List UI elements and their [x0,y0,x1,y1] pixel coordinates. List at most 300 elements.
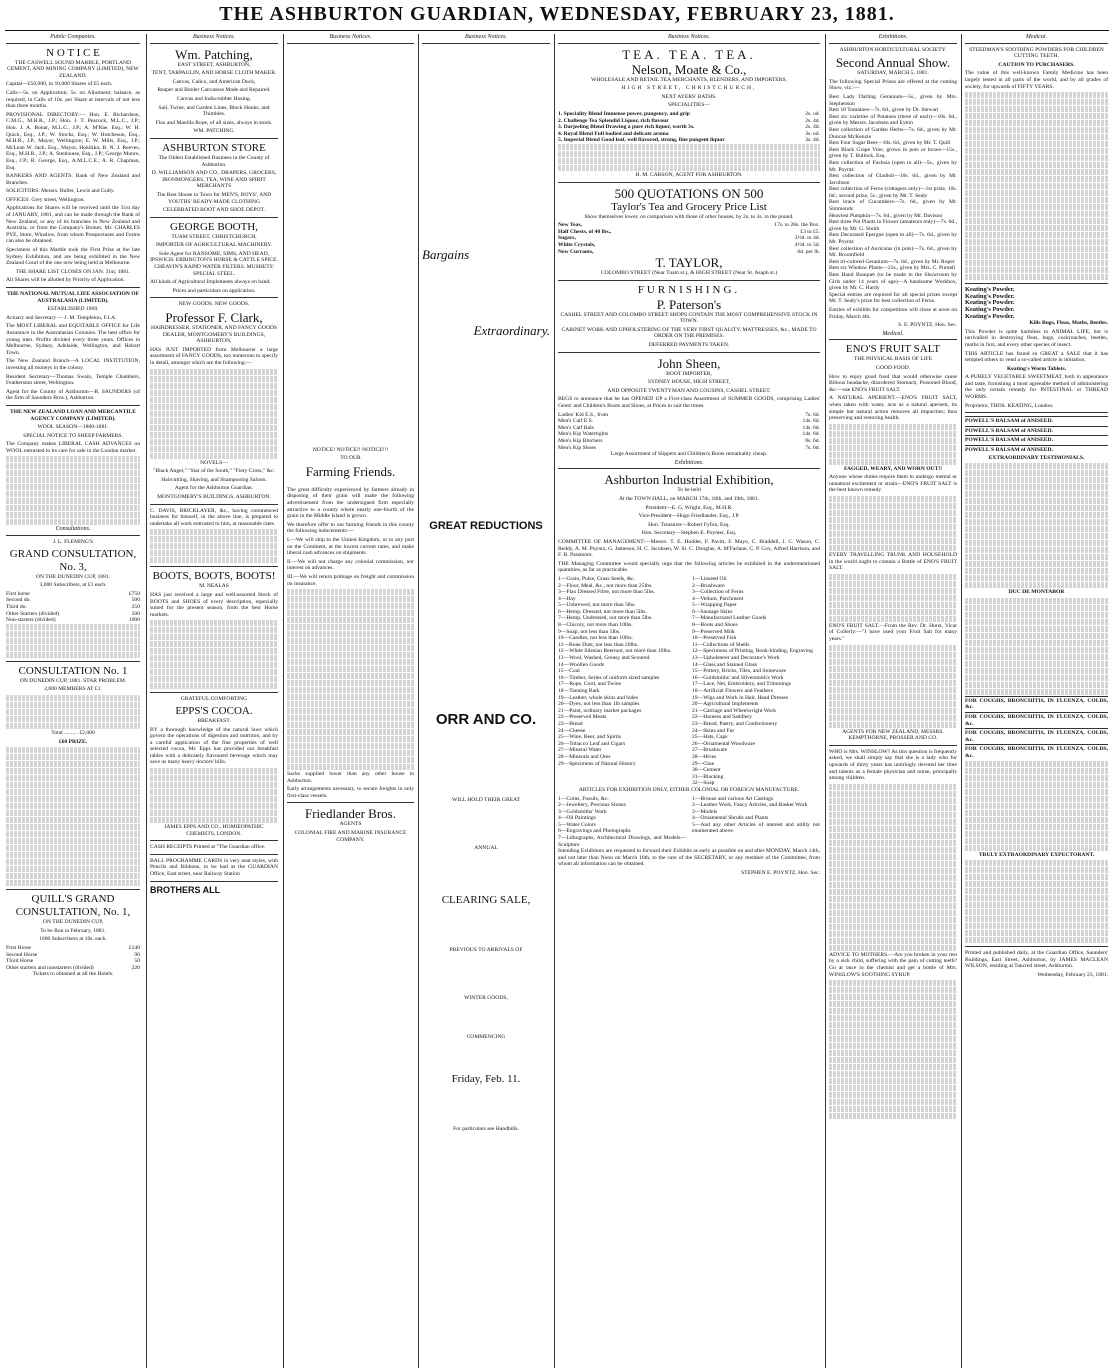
tea-row-value: 3s. od. [805,130,820,137]
body-text-block [965,598,1108,695]
nelson-sub: WHOLESALE AND RETAIL TEA MERCHANTS, BLENDERS, AND IMPORTERS, [591,76,787,83]
keating-body: This Powder is quite harmless to ANIMAL LIFE, but is unrivalled in destroying fleas, bugs, cockroaches, beetles, moths in furs, and every other species of insect. [965,328,1108,348]
class-item: 12—Specimens of Printing, Book-binding, Engraving [692,648,813,655]
president: President—E. G. Wright, Esq., M.H.R. [645,504,733,511]
sheen-row-value: 14s. 6d. [802,424,820,431]
class-item: 19—Leather, whole skins and hides [558,694,639,701]
column-rule [554,34,555,1368]
grocery-row-label: New Teas, [558,222,582,229]
class-item: 8—Boots and Shoes [692,622,738,629]
to-our: TO OUR [340,455,361,462]
column-medical [965,34,1108,1368]
sheen-price-list [558,412,820,452]
taylor-name: T. TAYLOR, [655,255,723,271]
class-item: 1—Linseed Oil [692,575,727,582]
class-item: 21—Carriage and Wheelwright Work [692,707,777,714]
booth-list: All kinds of Agricultural Implements always on hand. [150,279,271,286]
quill-footer: Tickets to obtained at all the Hotels. [32,971,114,978]
nealas-name: M. NEALAS [199,583,229,590]
taylor-title: Taylor's Tea and Grocery Price List [611,200,767,213]
body-text-block [150,768,278,823]
tea-row [558,118,820,125]
class-item: 22—Preserved Meats [558,714,607,721]
mutual-title: THE NATIONAL MUTUAL LIFE ASSOCIATION OF AUSTRALASIA (LIMITED). [6,291,140,304]
patching-name: Wm. Patching, [175,46,253,62]
quill-prize-row-label: Second Horse [6,951,38,958]
special-prize: Best collection of Gladioli—10s. 6d., given by Mr. Jacobson [829,173,957,186]
body-text-block [150,529,278,563]
grand-consultation: GRAND CONSULTATION, No. 3, [9,547,137,573]
applications-text: Applications for Shares will be received until the 31st day of JANUARY, 1881, and can be made through the Bank of New Zealand, or any of its branches in New Zealand and Australia, or from the Company's Broker, Mr. CHARLES PYE, Store, Winslow, from whom Prospectuses and Forms can also be obtained. [6,205,140,245]
bankers-text: BANKERS AND AGENTS: Bank of New Zealand and Branches. [6,173,140,186]
calls-text: Calls—5s. on Application; 5s. on Allotment; balance, as required, in Calls of 10s. per Share at intervals of not less than three months. [6,89,140,110]
commencing-label: COMMENCING [466,1033,506,1040]
special-prize: Best collection of Garden Herbs—7s. 6d., given by Mr. Duncan McKenzie [829,126,957,140]
special-prize: Best Lady Darling Geranium—5s., given by Mrs. Stephenson [829,93,957,107]
class-item: 32—Soap [692,780,715,787]
specialities-label: SPECIALITIES— [668,102,710,109]
agents-label: AGENTS [339,821,362,828]
class-item: 20—Agricultural Implements [692,701,759,708]
class-item: 4—Vellum, Parchment [692,595,744,602]
powell-list [965,416,1108,454]
printed-date: Wednesday, February 23, 1881. [1037,971,1108,978]
sheen-row-label: Ladies' Kid E.S., from [558,411,609,418]
sheen-body: BEGS to announce that he has OPENED UP a First-class Assortment of SUMMER GOODS, comprising Ladies' Gents' and Children's Boots and Shoes, at Prices to suit the times. [558,396,820,410]
clearing-sale: CLEARING SALE, [441,893,531,906]
kills-text: Kills Bugs, Fleas, Moths, Beetles. [1029,320,1108,327]
prize-row-value: 250 [131,604,140,611]
capital-text: Capital—£50,000, in 10,000 Shares of £5 each. [6,81,113,88]
furnishing-heading: FURNISHING. [637,283,741,296]
eno-body: How to enjoy good food that would otherwise cause Bilious headache, disordered Stomach, Poisoned Blood, &c.—use ENO'S FRUIT SALT. [829,373,957,393]
body-text-block [965,463,1108,588]
farming-friends: Farming Friends. [305,463,396,479]
farming-body-1: The great difficulty experienced by farmers already in disposing of their grain will make the following advertisement from the undersigned firm especially attractive to a county where nearly one-fourth of the grain in the Middle Island is grown. [287,486,414,520]
body-text-block [829,784,957,951]
clark-name: Professor F. Clark, [165,310,263,326]
intending-text: Intending Exhibitors are requested to forward their Exhibits as early as possible on and after MONDAY, March 14th, and not later than Noon on March 16th, to the care of the SECRETARY, or any member of the Committee, from whom all information can be obtained. [558,848,820,868]
quill-subs: 1000 Subscribers at 10s. each. [39,936,107,943]
powell-line: POWELL'S BALSAM of ANISEED. [965,445,1108,455]
sheen-row-value: 14s. 6d. [802,431,820,438]
caution-heading: CAUTION TO PURCHASERS. [998,61,1075,68]
column-rule [418,34,419,1368]
body-text-block [6,747,140,886]
class-item: 29—Glue [692,760,715,767]
class-item: 21—Paint, ordinary market packages [558,707,642,714]
share-list-text: THE SHARE LIST CLOSES ON JAN. 31st, 1881. [15,268,131,275]
class-item: 15—Pottery, Bricks, Tiles, and Stoneware [692,668,786,675]
farming-i: I.—We will ship to the United Kingdom, or to any port on the Continent, at the lowest current rates, and make liberal cash advances on shipments. [287,536,414,557]
class-item: 11—Bone Dust, not less than 20lbs. [558,641,639,648]
prize-row-label: Second do. [6,597,31,604]
class-item: 8—Chicory, not more than 10lbs. [558,622,633,629]
class-item: 22—Harness and Saddlery [692,714,752,721]
medical-header: Medical. [829,331,957,341]
printed-notice: Printed and published daily, at the Guardian Office, Saunders' Buildings, East Street, Ashburton, by JAMES MACLEAN WILSON, residing at Tancred street, Ashburton. [965,950,1108,970]
tent-maker: TENT, TARPAULIN, AND HORSE CLOTH MAKER. [151,70,277,77]
nz-agents: AGENTS FOR NEW ZEALAND, MESSRS. KEMPTHORNE, PROSSER AND CO. [842,728,944,742]
tea-row-value: 3s. 4d. [805,137,820,144]
coughs-line: FOR COUGHS, BRONCHITIS, IN FLUENZA, COLDS, &c. [965,730,1108,743]
eno-sub: THE PHYSICAL BASIS OF LIFE [853,356,933,363]
notice-line: NOTICE! NOTICE!! NOTICE!!! [312,446,389,453]
keating-line: Keating's Powder. [965,312,1015,320]
sheen-row-value: 8s. 6d. [805,438,820,444]
clark-body: HAS JUST IMPORTED from Melbourne a large assortment of FANCY GOODS, too numerous to specify in detail, amongst which are the following:— [150,346,278,366]
prizes-intro: The following Special Prizes are offered at the coming Show, viz.:— [829,78,957,92]
class-item: 31—Blacking [692,773,724,780]
keating-list [965,287,1108,320]
grocery-row-value: 4½d. to 5d. [794,241,820,248]
body-text-block [965,92,1108,280]
body-text-block [829,574,957,622]
sheen-row-value: 7s. 6d. [805,444,820,451]
class-item: 13—Upholsterer and Decorator's Work [692,655,780,662]
body-text-block [829,424,957,465]
grocery-price-list [558,222,820,255]
class-item: 12—White Silesian Beetroot, not more than 10lbs. [558,648,672,655]
class-lists [558,576,820,787]
epps-signature: JAMES EPPS AND CO., HOMŒOPATHIC CHEMISTS, LONDON. [164,824,264,837]
body-text-block [287,589,414,770]
quill-prize-row-label: Other starters and nonstarters (divided) [6,964,94,971]
store-heading: ASHBURTON STORE [162,141,266,154]
star-members: 2,000 MEMBERS AT £1. [44,686,102,693]
fleming-name: J. L. FLEMING'S [52,539,94,546]
novels-list: "Black Angel," "Star of the South," "Fiery Cross," &c. [153,468,275,475]
prize-row-value: 1000 [128,617,140,624]
class-item: 9—Soap, not less than 5lbs. [558,628,621,635]
secretary: Hon. Secretary—Stephen E. Poynter, Esq. [641,530,737,537]
column-business-notices-4 [422,34,550,1368]
ball-cards: BALL PROGRAMME CARDS in very neat styles, with Pencils and Ribbons, to be had at the GUARDIAN Office, East street, near Railway Station [150,857,278,878]
art-item: 2—Leather Work, Fancy Articles, and Basket Work [692,802,808,809]
class-item: 24—Cheese [558,727,586,734]
special-entries: Special entries are required for all special prizes except Mr. T. Sealy's prize for best collection of Ferns. [829,291,957,305]
masthead-rule [5,30,1109,31]
high-street: HIGH STREET, CHRISTCHURCH, [621,85,757,92]
art-item: 3—Goldsmiths' Work [558,808,607,815]
keating-line: Keating's Powder. [965,299,1015,307]
mutual-secretary: Resident Secretary—Thomas Swain, Temple Chambers, Featherston street, Wellington. [6,373,140,387]
patching-address: EAST STREET, ASHBURTON, [177,61,251,68]
tea-row-label: 1. Speciality Blend Immense power, pungency, and grip [558,110,690,117]
art-list-right [692,796,820,849]
art-item: 7—Lithographs, Architectural Drawings, and Models—Sculpture [558,835,686,848]
actuary-text: Actuary and Secretary — J. M. Templeton, F.I.A. [6,314,117,321]
class-item: 16—Timber, Series of uniform sized samples [558,674,660,681]
agent-guardian: Agent for the Ashburton Guardian. [174,485,254,492]
class-item: 23—Bread [558,720,583,727]
sheen-row [558,438,820,445]
special-prize: Best 18 Tomatoes—7s. 6d., given by Dr. Stewart [829,107,939,114]
montgomery-buildings: MONTGOMERY'S BUILDINGS, ASHBURTON. [157,493,271,500]
boot-depot: CELEBRATED BOOT AND SHOE DEPOT. [163,207,265,214]
caution-body: The value of this well-known Family Medicine has been largely tested in all parts of the world, and by all grades of society, for upwards of FIFTY YEARS. [965,70,1108,90]
grocery-row [558,222,820,229]
booth-importer: IMPORTER OF AGRICULTURAL MACHINERY. [155,242,272,249]
committee-text: COMMITTEE OF MANAGEMENT:—Messrs. T. E. Hodder, F. Pavitt, F. Mayo, C. Braddell, J. C. Wason, C. Reddy, A. M. Poyntz, G. Jameson, H. C. Jacobsen, W. St. C. Douglas, A. M'Farlane, C. P. Cox, Alfred Harrison, and F. B. Passmore. [558,538,820,559]
tea-row-label: 2. Challenge Tea Splendid Liquor, rich flavour [558,117,669,124]
column-header: Exhibitions. [829,34,957,44]
column-rule [146,34,147,1368]
special-prize: Best Hand Bouquet (to be made in the Showroom by Girls under 14 years of age)—A handsome Workbox, given by Mr. C. Hardy [829,272,957,292]
patching-signature: WM. PATCHING. [193,128,235,135]
natural-aperient: A NATURAL APERIENT.—ENO'S FRUIT SALT, when taken with water, acts as a natural aperient, its simple but natural action removes all impurities; thus preserving and restoring health. [829,395,957,422]
sacks-text: Sacks supplied lower than any other house in Ashburton. [287,771,414,784]
sheen-address-2: AND OPPOSITE TWENTYMAN AND COUSINS, CASHEL STREET. [607,387,771,394]
held-label: To be held [677,487,701,494]
sheen-row [558,412,820,419]
column-header: Medical. [965,34,1108,44]
sheen-address: SYDNEY HOUSE, HIGH STREET, [647,379,731,386]
worm-tablets: Keating's Worm Tablets. [1006,365,1067,372]
mutual-body: The MOST LIBERAL and EQUITABLE OFFICE for Life Assurance in the Australasian Colonies. The best office for young men. Profits divided every three years. Offices in Melbourne, Sydney, Adelaide, Wellington, and Hobart Town. [6,323,140,356]
sheen-row-label: Men's Kip Shoes [558,444,596,451]
tea-row [558,131,820,138]
paterson-name: P. Paterson's [656,296,722,312]
keating-signature: Proprietor, THOS. KEATING, London. [965,402,1054,409]
body-text-block [965,860,1108,943]
prize-row [6,597,140,604]
managing-text: THE Managing Committee would specially urge that the following articles be exhibited in the undermentioned quantities, as far as practicable. [558,560,820,574]
winter-goods: WINTER GOODS, [464,995,508,1002]
grocery-row-label: White Crystals, [558,241,596,248]
class-item: 27—Brushware [692,747,728,754]
horti-title: ASHBURTON HORTICULTURAL SOCIETY. [839,46,947,53]
special-prize: Best three Pot Plants in Flower (amateurs only)—7s. 6d., given by Mr. G. Smith [829,219,957,232]
class-item: 14—Glass and Stained Glass [692,661,758,668]
grocery-row [558,235,820,242]
star-total: Total .......... £2,000 [51,730,95,736]
caswell-title: THE CASWELL SOUND MARBLE, PORTLAND CEMENT, AND MINING COMPANY (LIMITED), NEW ZEALAND. [7,59,139,79]
body-text-block [6,695,140,729]
class-item: 5—Unbrewed, not more than 5lbs. [558,602,636,609]
sheen-row [558,431,820,438]
class-item: 2—Flour, Meal, &c., not more than 25lbs. [558,582,653,589]
boots-heading: BOOTS, BOOTS, BOOTS! [152,570,276,583]
carson-agent: H. M. CARSON, AGENT FOR ASHBURTON. [635,171,743,178]
new-goods: NEW GOODS. NEW GOODS. [178,301,250,308]
body-text-block [558,144,820,171]
sheen-row-label: Men's Kip Watertights [558,431,609,438]
class-item: 29—Specimens of Natural History [558,760,636,767]
will-hold: WILL HOLD THEIR GREAT [452,796,520,803]
column-exhibitions [829,34,957,1368]
special-prize: Best six varieties of Potatoes (three of each)—10s. 6d., given by Messrs. Jacobsen and Eyton [829,113,957,127]
art-list-left [558,796,686,849]
haircut-text: Haircutting, Shaving, and Shampooing Saloon. [161,476,267,483]
eno-title: ENO'S FRUIT SALT [845,343,941,356]
class-item: 6—Sausage Skins [692,608,733,615]
grocery-row-label: New Currants, [558,248,594,255]
established-text: ESTABLISHED 1869. [47,306,99,313]
special-prize: Best collection of Auriculas (in pots)—7s. 6d., given by Mr. Broomfield [829,245,957,259]
mutual-branch: The New Zealand Branch—A LOCAL INSTITUTION, investing all moneys in the colony. [6,358,140,371]
grocery-row-label: Half Chests, of 40 lbs., [558,228,612,235]
offices-text: OFFICES: Grey street, Wellington. [6,196,85,203]
directory-text: PROVISIONAL DIRECTORY:— Hon. E. Richardson, C.M.G., M.H.R., J.P.; Hon. J. T. Peacock, M.L.C., J.P.; Hon. J. A. Bonar, M.L.C., J.P.; A. M'Rae, Esq.; W. H. Quick, Esq., J.P.; W. Stocks, Esq.; W. Hutcheson, Esq., M.H.R., J.P., Mayor, Wellington; E. W. Mills, Esq., J.P.; McLean W. Jack, Esq., Mayor, Hokitika; B. N. J. Reeves, Esq., M.H.R., J.P.; A. Stenhouse, Esq., J.P.; George Munro, Esq., J.P.; R. George, Esq., A.M.L.C.E.; A. R. Chapman, Esq. [6,111,140,171]
annual-label: ANNUAL [474,845,498,852]
art-title: ARTICLES FOR EXHIBITION ONLY, EITHER COLONIAL OR FOREIGN MANUFACTURE. [578,786,800,793]
keating-line: Keating's Powder. [965,305,1015,313]
class-item: 15—Coal [558,668,580,675]
store-sub: The Oldest Established Business in the County of Ashburton. [158,154,270,168]
class-item: 16—Goldsmiths' and Silversmith's Work [692,674,784,681]
next-baths: NEXT AYERS' BATHS. [661,93,717,100]
booth-prices: Prices and particulars on application. [172,287,256,294]
specimens-text: Specimens of this Marble took the First Prize at the late Sydney Exhibition, and are being exhibited in the New Zealand Court of the one now being held at Melbourne. [6,247,140,267]
class-item: 20—Dyes, not less than 1lb samples [558,701,640,708]
friday-date: Friday, Feb. 11. [451,1072,521,1085]
particulars-text: For particulars see Handbills. [453,1125,519,1132]
coughs-line: FOR COUGHS, BRONCHITIS, IN FLUENZA, COLDS, &c. [965,697,1108,711]
art-item: 5—And any other Articles of interest and utility not enumerated above. [692,821,820,835]
prize-row [6,617,140,624]
class-item: 23—Bread, Pastry, and Confectionery [692,720,778,727]
body-text-block [829,496,957,551]
quill-prize-row-value: 220 [131,964,140,971]
sheen-row [558,418,820,425]
special-prize: Best Decorated Epergne (open to all)—7s. 6d., given by Mr. Poyntz [829,232,957,246]
column-header: Business Notices. [287,34,414,44]
class-item: 2—Brushware [692,582,725,589]
good-food: GOOD FOOD. [875,364,911,371]
tea-row [558,111,820,118]
farming-ii: II.—We will not charge any colonial commission, nor interest on advances. [287,558,414,572]
sheen-row-label: Men's Calf E.S. [558,418,594,425]
treasurer: Hon. Treasurer—Robert Fyfon, Esq. [648,521,730,528]
class-item: 10—Candles, not less than 10lbs. [558,635,633,642]
previous-arrivals: PREVIOUS TO ARRIVALS OF [449,946,523,953]
sheen-sub: BOOT IMPORTER, [666,370,712,377]
class-item: 28—Hives [692,753,717,760]
special-prize: Best six Window Plants—21s., given by Mrs. C. Purnell [829,265,956,272]
booth-name: GEORGE BOOTH, [170,220,258,233]
cabinet-text: CABINET WORK AND UPHOLSTERING OF THE VERY FIRST QUALITY. MATTRESSES, &c., MADE TO ORDER ON THE PREMISES. [561,326,817,340]
quill-prize-row [6,958,140,965]
quill-run: To be Run in February, 1881. [40,927,106,934]
column-rule [283,34,284,1368]
powell-line: POWELL'S BALSAM of ANISEED. [965,435,1108,445]
quill-prize-row-label: First Horse [6,944,32,951]
industrial-title: Ashburton Industrial Exhibition, [604,472,774,488]
quill-prize-row-value: 90 [134,951,140,958]
art-item: 3—Models [692,808,718,815]
best-house: The Best House in Town for MEN'S, BOYS', AND YOUTHS' READY-MADE CLOTHING [156,191,272,205]
tea-row-value: 2s. 4d. [805,124,820,131]
column-public-companies [6,34,140,1368]
quill-prize-row-value: £140 [128,944,140,951]
booth-address: TUAM STREET, CHRISTCHURCH, [171,233,257,240]
quill-prize-row [6,965,140,972]
column-rule [825,34,826,1368]
art-item: 2—Jewellery, Precious Stones [558,802,626,809]
column-header: Public Companies. [6,34,140,44]
second-annual-show: Second Annual Show. [835,55,951,71]
prize-60: £60 PRIZE. [58,738,88,745]
grocery-row-value: 6d. per lb. [797,248,820,255]
mutual-agent: Agent for the County of Ashburton—B. SAUNDERS (of the firm of Saunders Bros.), Ashburton. [6,388,140,402]
williamson-text: D. WILLIAMSON AND CO., DRAPERS, GROCERS, IRONMONGERS, TEA, WINE AND SPIRIT MERCHANTS [151,170,277,190]
solicitors-text: SOLICITORS: Messrs. Buller, Lewis and Gully. [6,188,115,195]
class-item: 26—Ornamental Woodware [692,740,755,747]
class-item: 7—Manufactured Leather Goods [692,615,767,622]
epps-name: EPPS'S COCOA. [175,704,253,717]
extraordinary-testimonials: EXTRAORDINARY TESTIMONIALS. [988,454,1085,461]
davis-text: C. DAVIS, BRICKLAYER, &c., having commenced business for himself, in the above line, is prepared to undertake all work entrusted to him, at reasonable rates. [150,507,278,527]
farming-body-2: We therefore offer to our farming friends in this county the following inducements:— [287,521,414,535]
nelson-name: Nelson, Moate & Co., [631,61,747,77]
column-business-notices-2 [150,34,278,1368]
prize-row-value: £750 [128,590,140,597]
taylor-address: COLOMBO STREET (Near Tuam st.), & HIGH STREET (Near St. Asaph st.) [600,270,778,277]
tea-price-list [558,111,820,144]
epps-title: GRATEFUL COMFORTING [180,696,248,703]
star-consultation: CONSULTATION No. 1 [18,664,128,677]
great-reductions: GREAT REDUCTIONS [429,519,543,532]
paterson-sub: CASHEL STREET AND COLOMBO STREET SHOPS CONTAIN THE MOST COMPREHENSIVE STOCK IN TOWN. [560,311,818,325]
farming-iii: III.—We will return primage on freight and commission on insurance. [287,573,414,587]
column-business-notices-5 [558,34,820,1368]
allotted-text: All Shares will be allotted by Priority of Application. [6,277,125,284]
column-header: Business Notices. [150,34,278,44]
powell-line: POWELL'S BALSAM of ANISEED. [965,426,1108,436]
coughs-line: FOR COUGHS, BRONCHITIS, IN FLUENZA, COLDS, &c. [965,714,1108,727]
body-text-block [6,456,140,525]
hall-text: At the TOWN HALL, on MARCH 17th, 18th, and 19th, 1881. [618,495,760,502]
class-item: 26—Tobacco Leaf and Cigars [558,740,626,747]
art-lists [558,796,820,849]
special-prize: Heaviest Pumpkin—7s. 6d., given by Mr. Davison [829,212,943,219]
tea-row-value: 2s. 4d. [805,117,820,124]
art-item: 1—Coins, Fossils, &c. [558,795,609,802]
subscribers-text: 3,000 Subscribers, at £1 each. [39,582,107,589]
class-item: 17—Rope, Cord, and Twine [558,681,622,688]
tea-row-label: 3. Darjeeling Blend Drawing a pure rich liquor, worth 3s. [558,124,695,131]
grocery-row-value: 3½d. to 4d. [794,235,820,242]
canvas-text: Canvas, Calico, and American Duck, [172,78,256,85]
brothers-all: BROTHERS ALL [150,884,221,895]
column-rule [961,34,962,1368]
class-item: 1—Grain, Pulse, Grass Seeds, &c. [558,575,636,582]
body-text-block [965,761,1108,851]
class-item: 19—Wigs and Work in Hair, Head Dresses [692,694,789,701]
class-item: 3—Flax Dressed Fibre, not more than 5lbs. [558,589,655,596]
prize-row-value: 500 [131,597,140,604]
class-list-right [692,576,820,787]
class-item: 14—Woollen Goods [558,661,605,668]
sheen-row-label: Men's Calf Bals [558,424,594,431]
entries-close: Entries of exhibits for competition will close at noon on Friday, March 4th. [829,306,957,320]
colonial-text: COLONIAL FIRE AND MARINE INSURANCE COMPANY. [294,830,407,843]
quill-prize-row-value: 50 [134,958,140,965]
art-item: 6—Engravings and Photographs [558,828,631,835]
tea-row-label: 5. Imperial Blend Good leaf, well flavored, strong, fine pungent liquor [558,137,725,144]
class-item: 17—Lace, Net, Embroidery, and Trimmings [692,681,791,688]
class-item: 27—Mineral Water [558,747,602,754]
show-date: SATURDAY, MARCH 5, 1881. [857,70,929,77]
keating-line: Keating's Powder. [965,286,1015,294]
grocery-row-value: £3 to £5. [800,228,820,235]
quotations-heading: 500 QUOTATIONS ON 500 [614,185,764,201]
trunk-text: EVERY TRAVELLING TRUNK AND HOUSEHOLD in the world ought to contain a Bottle of ENO'S FRUIT SALT. [829,552,957,572]
sheen-footer: Large Assortment of Slippers and Children's Boots remarkably cheap. [610,451,768,458]
class-item: 24—Skins and Fur [692,727,735,734]
prize-row-label: Third do. [6,604,27,611]
